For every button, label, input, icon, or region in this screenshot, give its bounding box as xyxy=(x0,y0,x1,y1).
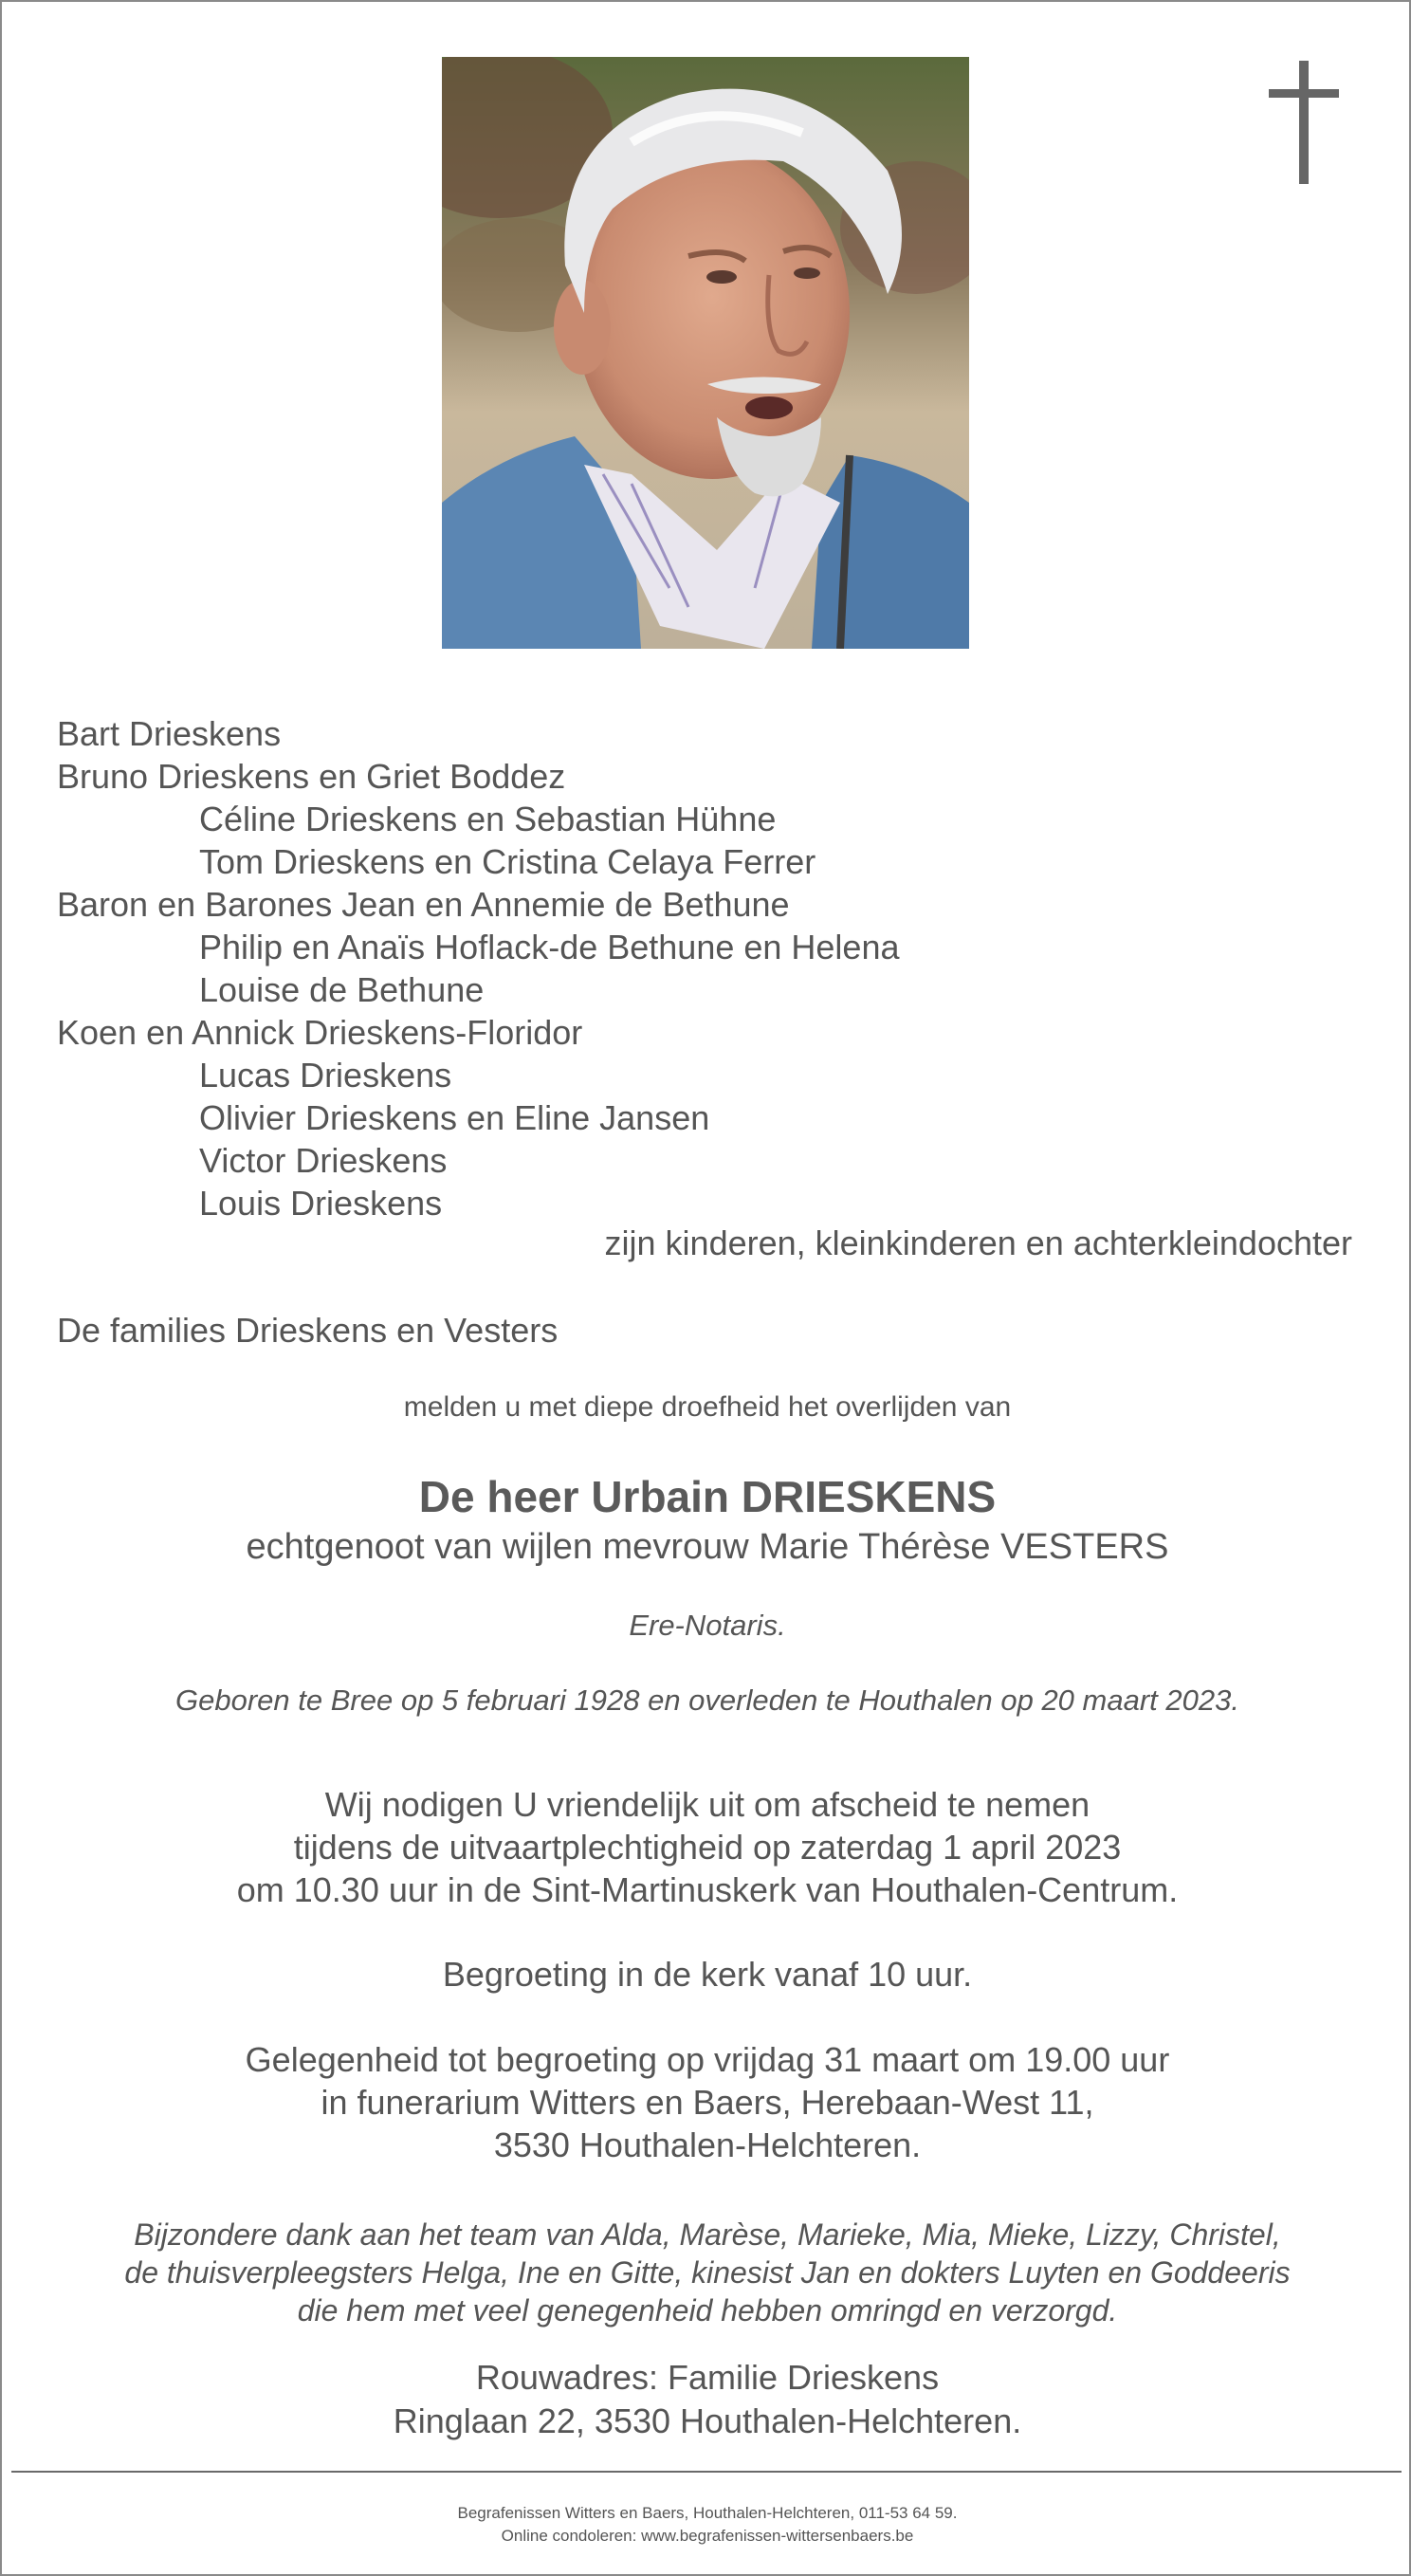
visitation-line: Gelegenheid tot begroeting op vrijdag 31 maart om 19.00 uur xyxy=(245,2040,1170,2079)
footer-website: Online condoleren: www.begrafenissen-wittersenbaers.be xyxy=(501,2527,914,2545)
family-line: Olivier Drieskens en Eline Jansen xyxy=(199,1098,710,1137)
announcement-text: melden u met diepe droefheid het overlijden van xyxy=(403,1391,1012,1423)
family-line: Bart Drieskens xyxy=(57,714,282,753)
thanks-message xyxy=(2,2216,1411,2329)
thanks-line: Bijzondere dank aan het team van Alda, Marèse, Marieke, Mia, Mieke, Lizzy, Christel, xyxy=(134,2217,1281,2252)
portrait-photo xyxy=(442,57,969,649)
visitation-line: in funerarium Witters en Baers, Herebaan-West 11, xyxy=(321,2083,1094,2122)
visitation-line: 3530 Houthalen-Helchteren. xyxy=(493,2125,922,2164)
family-line: Céline Drieskens en Sebastian Hühne xyxy=(199,800,777,838)
family-line: Philip en Anaïs Hoflack-de Bethune en Helena xyxy=(199,928,900,966)
invitation-line: Wij nodigen U vriendelijk uit om afscheid te nemen xyxy=(324,1785,1090,1824)
family-line: Koen en Annick Drieskens-Floridor xyxy=(57,1013,583,1052)
family-line: Louis Drieskens xyxy=(199,1184,443,1223)
funeral-invitation xyxy=(2,1783,1411,1911)
visitation-info xyxy=(2,2038,1411,2166)
greeting-line: Begroeting in de kerk vanaf 10 uur. xyxy=(442,1955,973,1994)
birth-death-dates: Geboren te Bree op 5 februari 1928 en overleden te Houthalen op 20 maart 2023. xyxy=(175,1684,1239,1717)
footer-divider xyxy=(11,2471,1402,2473)
deceased-name: De heer Urbain DRIESKENS xyxy=(418,1472,997,1521)
thanks-line: de thuisverpleegsters Helga, Ine en Gitte, kinesist Jan en dokters Luyten en Goddeeris xyxy=(124,2255,1291,2290)
deceased-title: Ere-Notaris. xyxy=(629,1609,786,1642)
mourning-address xyxy=(2,2356,1411,2443)
spouse-line: echtgenoot van wijlen mevrouw Marie Thérèse VESTERS xyxy=(246,1527,1169,1567)
family-line: Louise de Bethune xyxy=(199,970,485,1009)
family-line: Tom Drieskens en Cristina Celaya Ferrer xyxy=(199,842,816,881)
family-line: Baron en Barones Jean en Annemie de Bethune xyxy=(57,885,790,924)
family-line: Victor Drieskens xyxy=(199,1141,448,1180)
address-line: Rouwadres: Familie Drieskens xyxy=(475,2358,940,2397)
latin-cross-icon xyxy=(1269,61,1339,184)
portrait-illustration xyxy=(442,57,969,649)
invitation-line: tijdens de uitvaartplechtigheid op zaterdag 1 april 2023 xyxy=(293,1828,1122,1867)
family-line: Bruno Drieskens en Griet Boddez xyxy=(57,757,566,796)
footer-contact: Begrafenissen Witters en Baers, Houthalen-Helchteren, 011-53 64 59. xyxy=(457,2504,958,2522)
thanks-line: die hem met veel genegenheid hebben omringd en verzorgd. xyxy=(297,2293,1118,2328)
family-line: Lucas Drieskens xyxy=(199,1056,452,1095)
families-line: De families Drieskens en Vesters xyxy=(57,1311,559,1350)
funeral-home-footer xyxy=(2,2502,1411,2548)
invitation-line: om 10.30 uur in de Sint-Martinuskerk van Houthalen-Centrum. xyxy=(236,1870,1179,1909)
relation-line: zijn kinderen, kleinkinderen en achterkleindochter xyxy=(604,1224,1352,1262)
address-line: Ringlaan 22, 3530 Houthalen-Helchteren. xyxy=(393,2401,1022,2440)
